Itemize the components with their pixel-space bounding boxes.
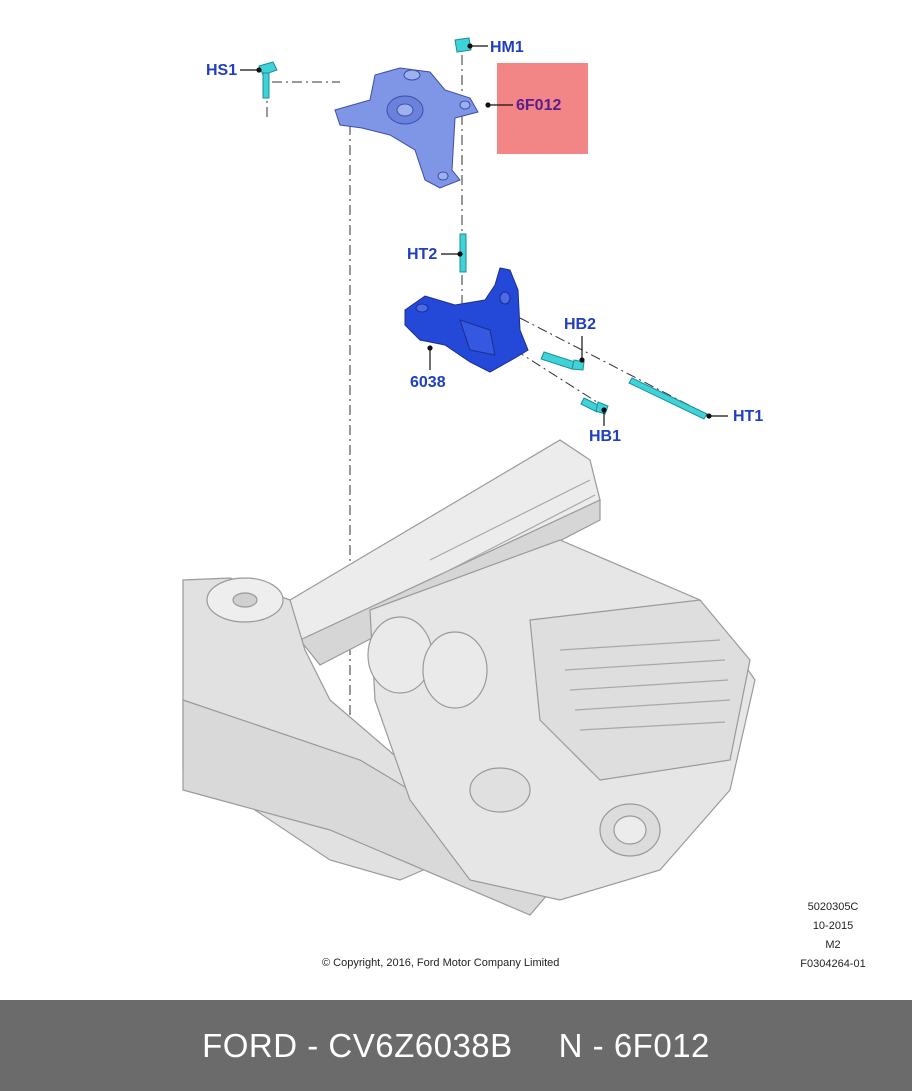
meta-date: 10-2015 — [812, 920, 854, 932]
bolt-hb2 — [541, 352, 584, 370]
callout-ht1: HT1 — [733, 408, 764, 425]
callout-ht2: HT2 — [407, 246, 438, 263]
meta-level: M2 — [825, 939, 841, 951]
callout-hm1: HM1 — [490, 39, 524, 56]
meta-code: 5020305C — [807, 901, 859, 913]
copyright-notice: © Copyright, 2016, Ford Motor Company Limited — [322, 957, 560, 969]
callout-6f012: 6F012 — [516, 97, 562, 114]
footer-reference-number: N - 6F012 — [558, 1026, 710, 1064]
engine-subframe-illustration — [183, 440, 755, 915]
meta-figure: F0304264-01 — [800, 958, 866, 970]
callout-hs1: HS1 — [206, 62, 238, 79]
part-number-footer — [0, 1000, 912, 1091]
bolt-hs1 — [259, 62, 277, 98]
callout-6038: 6038 — [410, 374, 446, 391]
bolt-ht1 — [629, 378, 707, 419]
footer-brand-part-number: FORD - CV6Z6038B — [202, 1026, 513, 1064]
lower-bracket-6038 — [405, 268, 528, 372]
callout-hb2: HB2 — [564, 316, 597, 333]
alignment-line-hs1 — [267, 82, 340, 117]
callout-hb1: HB1 — [589, 428, 622, 445]
upper-mount-6f012 — [335, 68, 478, 188]
